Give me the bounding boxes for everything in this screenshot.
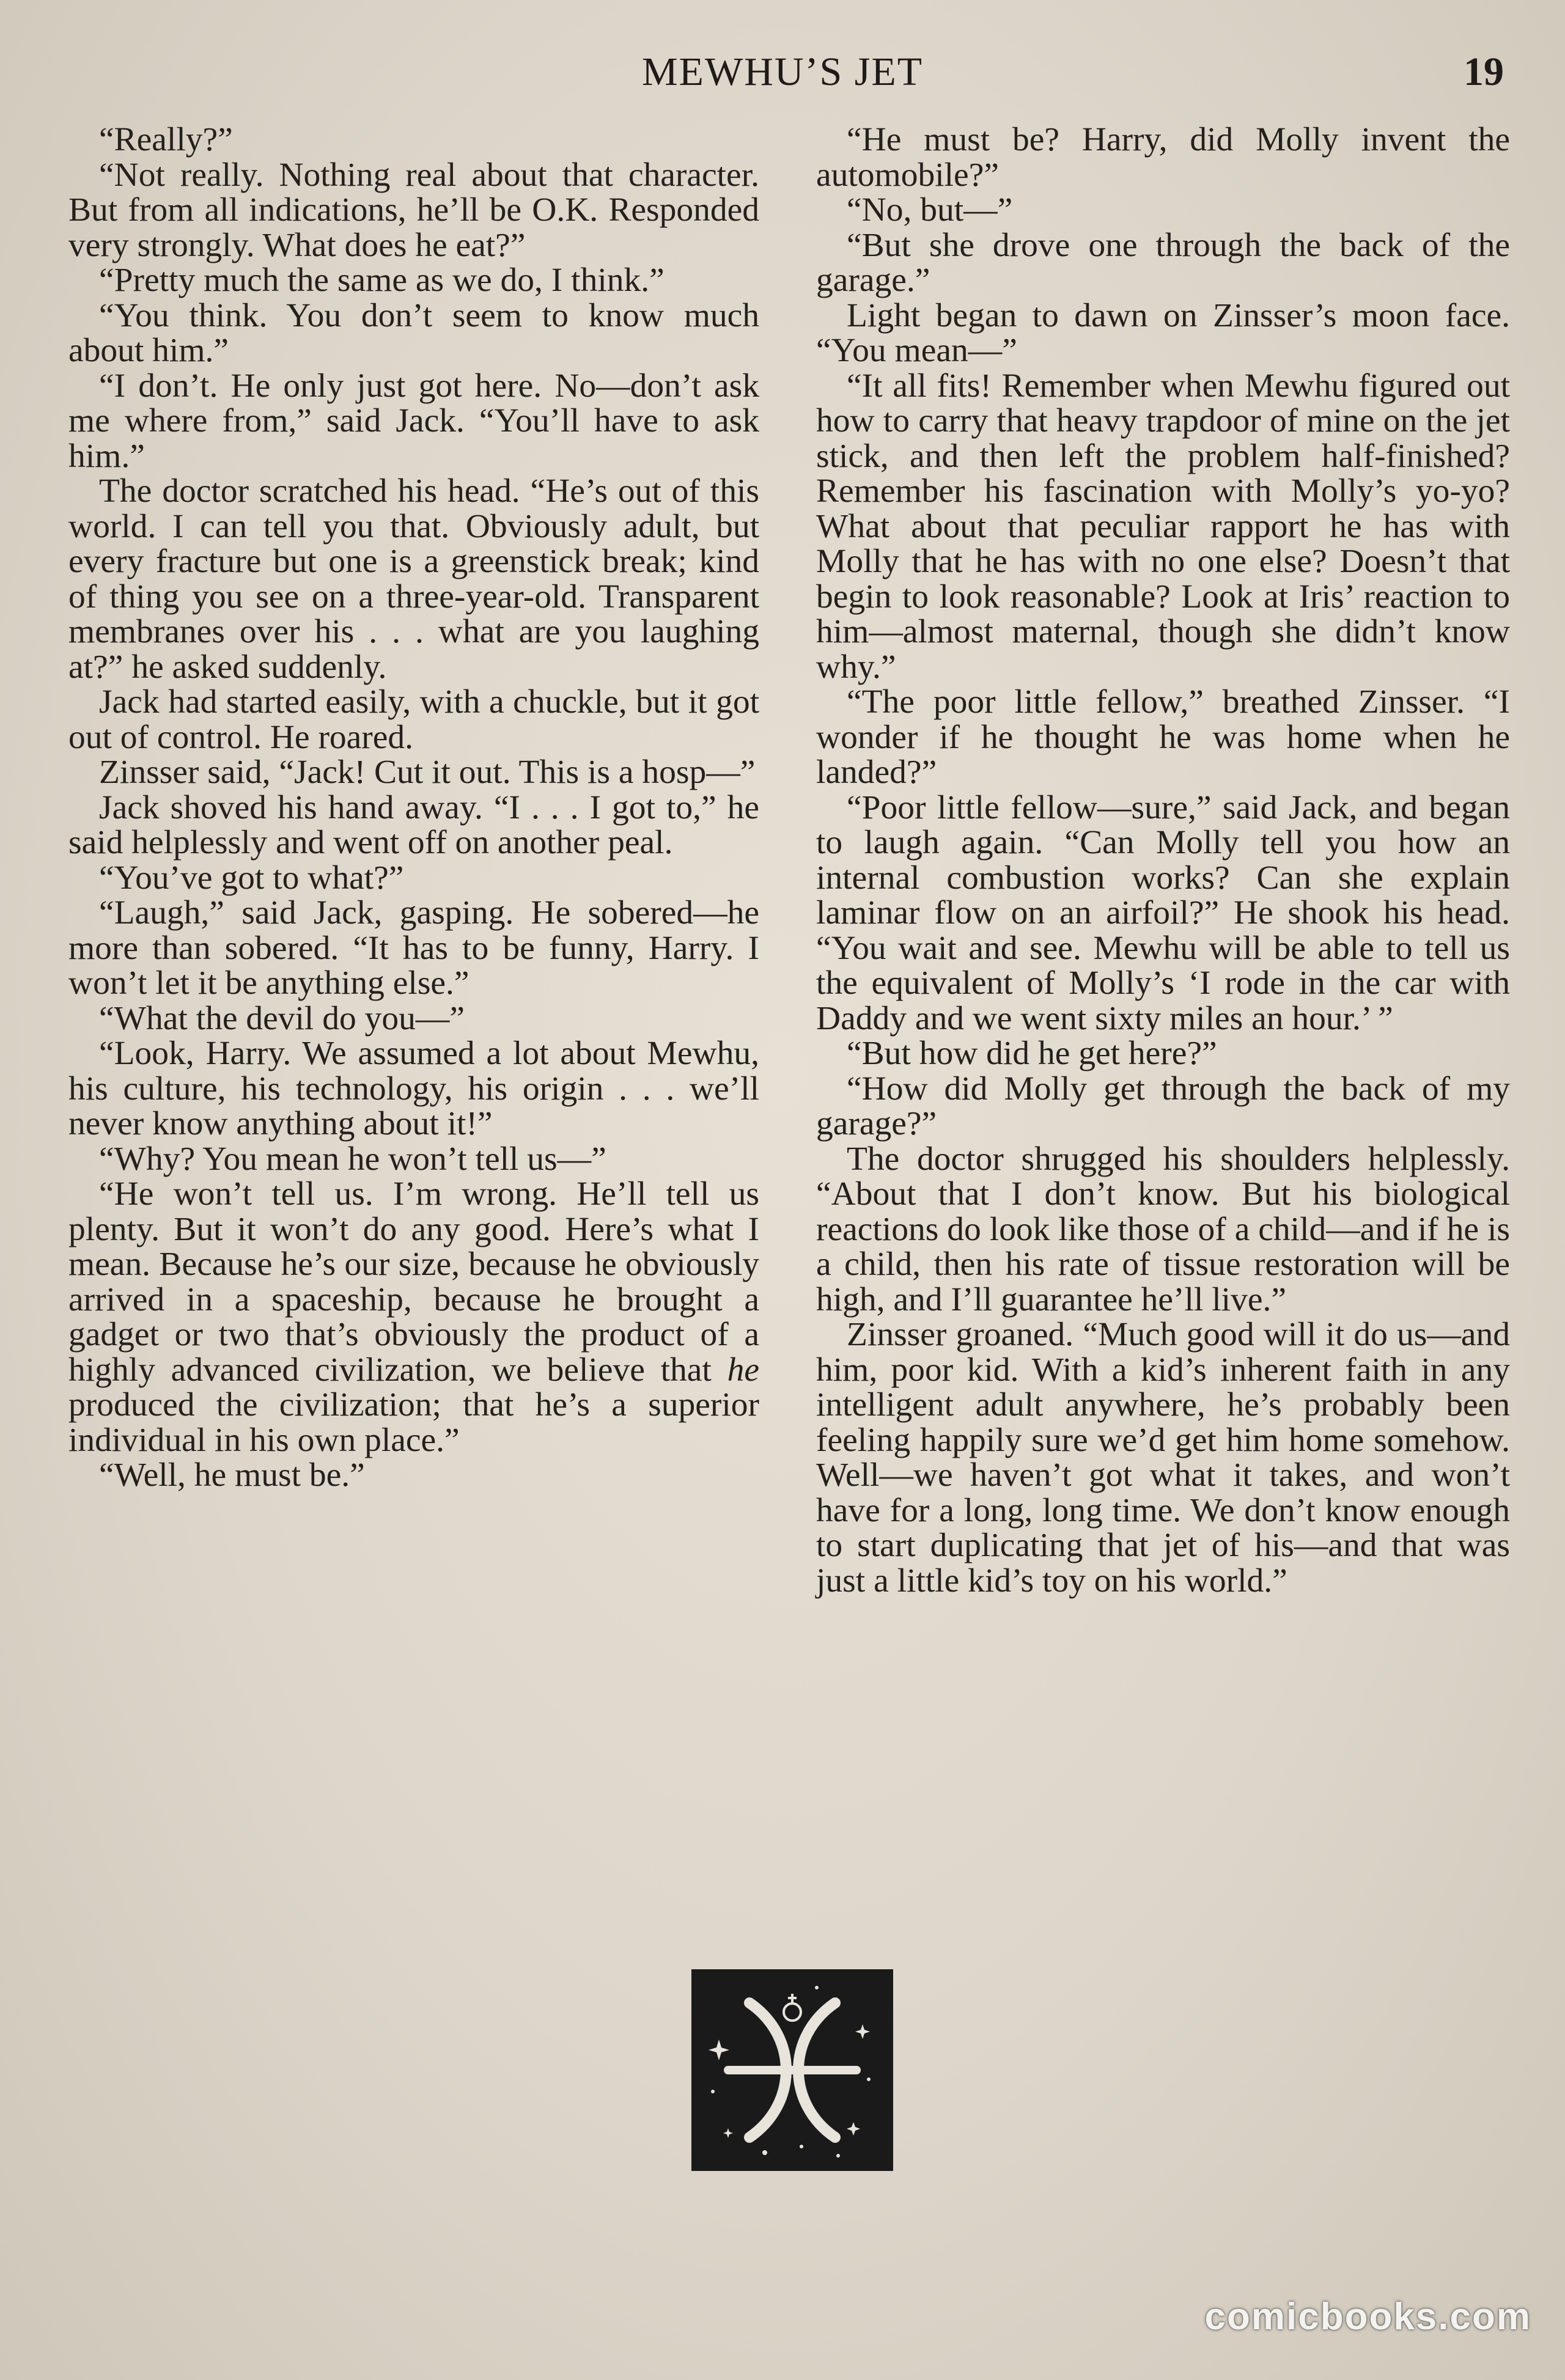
paragraph: “No, but—” bbox=[847, 191, 1013, 229]
paragraph: Light began to dawn on Zinsser’s moon face. “You mean—” bbox=[816, 296, 1510, 369]
running-head bbox=[0, 49, 1565, 104]
paragraph: “Well, he must be.” bbox=[99, 1456, 365, 1494]
paragraph-with-emphasis bbox=[68, 1177, 759, 1458]
paragraph: Jack shoved his hand away. “I . . . I got to,” he said helplessly and went off on another peal. bbox=[68, 788, 759, 861]
paragraph: The doctor scratched his head. “He’s out of this world. I can tell you that. Obviously adult, but every fracture but one is a greenstick break; kind of thing you see on a three-year-old. Transparent membranes over his . . . what are you laughing at?” he asked suddenly. bbox=[68, 472, 759, 686]
paragraph: “Really?” bbox=[99, 121, 233, 158]
right-column bbox=[816, 122, 1510, 1598]
page-number: 19 bbox=[1464, 50, 1504, 94]
paragraph-text: “He won’t tell us. I’m wrong. He’ll tell us plenty. But it won’t do any good. Here’s what I mean. Because he’s our size, because he obviously arrived in a spaceship, because he brought a gadget or two that’s obviously the product of a highly advanced civilization, we believe that bbox=[68, 1175, 759, 1389]
paragraph: “I don’t. He only just got here. No—don’t ask me where from,” said Jack. “You’ll have to ask him.” bbox=[68, 367, 759, 475]
paragraph: “The poor little fellow,” breathed Zinsser. “I wonder if he thought he was home when he landed?” bbox=[816, 683, 1510, 791]
left-column bbox=[68, 122, 759, 1493]
paragraph: “It all fits! Remember when Mewhu figured out how to carry that heavy trapdoor of mine on the jet stick, and then left the problem half-finished? Remember his fascination with Molly’s yo-yo? What about that peculiar rapport he has with Molly that he has with no one else? Doesn’t that begin to look reasonable? Look at Iris’ reaction to him—almost maternal, though she didn’t know why.” bbox=[816, 367, 1510, 686]
paragraph: Zinsser groaned. “Much good will it do us—and him, poor kid. With a kid’s inherent faith in any intelligent adult anywhere, he’s probably been feeling happily sure we’d get him home somehow. Well—we haven’t got what it takes, and won’t have for a long, long time. We don’t know enough to start duplicating that jet of his—and that was just a little kid’s toy on his world.” bbox=[816, 1316, 1510, 1600]
paragraph: “You think. You don’t seem to know much about him.” bbox=[68, 296, 759, 369]
emphasized-word: he bbox=[727, 1351, 759, 1389]
paragraph: “He must be? Harry, did Molly invent the automobile?” bbox=[816, 121, 1510, 194]
paragraph: “Poor little fellow—sure,” said Jack, and began to laugh again. “Can Molly tell you how an internal combustion works? Can she explain laminar flow on an airfoil?” He shook his head. “You wait and see. Mewhu will be able to tell us the equivalent of Molly’s ‘I rode in the car with Daddy and we went sixty miles an hour.’ ” bbox=[816, 788, 1510, 1037]
paragraph: Jack had started easily, with a chuckle, but it got out of control. He roared. bbox=[68, 683, 759, 756]
running-title: MEWHU’S JET bbox=[641, 50, 924, 94]
paragraph: “Look, Harry. We assumed a lot about Mewhu, his culture, his technology, his origin . . . we’ll never know anything about it!” bbox=[68, 1035, 759, 1142]
paragraph: “How did Molly get through the back of my garage?” bbox=[816, 1070, 1510, 1142]
paragraph: Zinsser said, “Jack! Cut it out. This is a hosp—” bbox=[99, 754, 756, 791]
paragraph: “Why? You mean he won’t tell us—” bbox=[99, 1140, 606, 1178]
pisces-zodiac-icon bbox=[691, 1969, 893, 2171]
paragraph-text-continued: produced the civilization; that he’s a superior individual in his own place.” bbox=[68, 1386, 759, 1459]
paragraph: “What the devil do you—” bbox=[99, 999, 465, 1037]
paragraph: “You’ve got to what?” bbox=[99, 859, 404, 897]
paragraph: The doctor shrugged his shoulders helplessly. “About that I don’t know. But his biological reactions do look like those of a child—and if he is a child, then his rate of tissue restoration will be high, and I’ll guarantee he’ll live.” bbox=[816, 1140, 1510, 1318]
paragraph: “Pretty much the same as we do, I think.” bbox=[99, 262, 665, 299]
paragraph: “But she drove one through the back of the garage.” bbox=[816, 226, 1510, 299]
paragraph: “Laugh,” said Jack, gasping. He sobered—he more than sobered. “It has to be funny, Harry. I won’t let it be anything else.” bbox=[68, 894, 759, 1002]
paragraph: “But how did he get here?” bbox=[847, 1035, 1217, 1072]
watermark: comicbooks.com bbox=[1204, 2296, 1531, 2338]
paragraph: “Not really. Nothing real about that character. But from all indications, he’ll be O.K. Responded very strongly. What does he eat?” bbox=[68, 156, 759, 264]
